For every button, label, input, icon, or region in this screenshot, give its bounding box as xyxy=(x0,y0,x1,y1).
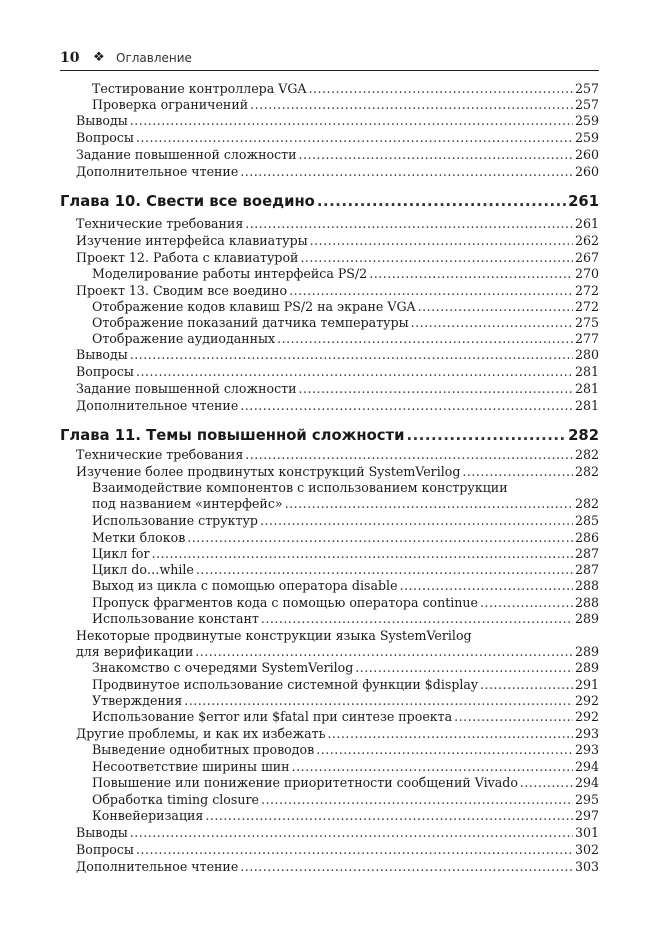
toc-entry-title: Обработка timing closure xyxy=(92,792,259,807)
toc-entry-page: 289 xyxy=(574,660,599,675)
toc-entry-title: Отображение аудиоданных xyxy=(92,331,276,346)
toc-entry[interactable] xyxy=(92,660,599,675)
toc-entry-page: 277 xyxy=(574,331,599,346)
toc-entry-page: 301 xyxy=(574,825,599,840)
toc-entry-title: Утверждения xyxy=(92,693,183,708)
toc-entry[interactable] xyxy=(92,299,599,314)
toc-chapter-page: 261 xyxy=(568,193,599,210)
toc-entry-title: Проект 12. Работа с клавиатурой xyxy=(76,250,299,265)
toc-entry-page: 259 xyxy=(574,113,599,128)
toc-entry[interactable] xyxy=(92,513,599,528)
toc-entry-page: 281 xyxy=(574,364,599,379)
toc-entry[interactable] xyxy=(76,164,599,179)
toc-entry[interactable] xyxy=(76,147,599,162)
toc-entry-title: Выведение однобитных проводов xyxy=(92,742,315,757)
toc-entry-page: 272 xyxy=(574,283,599,298)
toc-entry-page: 286 xyxy=(574,530,599,545)
toc-entry-page: 289 xyxy=(574,644,599,659)
toc-entry-page: 292 xyxy=(574,709,599,724)
toc-entry[interactable] xyxy=(76,398,599,413)
toc-entry-title: Отображение показаний датчика температуры xyxy=(92,315,409,330)
toc-chapter-page: 282 xyxy=(568,427,599,444)
toc-entry-title: Изучение более продвинутых конструкций SystemVerilog xyxy=(76,464,461,479)
toc-entry-page: 259 xyxy=(574,130,599,145)
toc-entry-page: 282 xyxy=(574,447,599,462)
toc-entry-title: Знакомство с очередями SystemVerilog xyxy=(92,660,354,675)
toc-entry-title: Дополнительное чтение xyxy=(76,398,239,413)
toc-entry[interactable] xyxy=(92,530,599,545)
toc-entry-page: 293 xyxy=(574,742,599,757)
toc-entry[interactable] xyxy=(92,595,599,610)
toc-entry-title: Использование структур xyxy=(92,513,258,528)
toc-chapter-10[interactable] xyxy=(60,193,599,211)
toc-chapter-title: Глава 10. Свести все воедино xyxy=(60,193,315,210)
toc-entry[interactable] xyxy=(92,759,599,774)
toc-entry-page: 282 xyxy=(574,464,599,479)
toc-entry[interactable] xyxy=(92,331,599,346)
toc-entry-title: Конвейеризация xyxy=(92,808,204,823)
page-number: 10 xyxy=(60,50,80,66)
toc-entry[interactable] xyxy=(92,742,599,757)
toc-entry[interactable] xyxy=(92,315,599,330)
toc-chapter-title: Глава 11. Темы повышенной сложности xyxy=(60,427,405,444)
toc-entry[interactable] xyxy=(92,775,599,790)
toc-entry[interactable] xyxy=(76,644,599,659)
toc-entry-title: Выход из цикла с помощью оператора disable xyxy=(92,578,398,593)
toc-entry-title: Цикл for xyxy=(92,546,150,561)
toc-entry-page: 275 xyxy=(574,315,599,330)
toc-entry-page: 260 xyxy=(574,164,599,179)
toc-entry-page: 294 xyxy=(574,775,599,790)
toc-entry-page: 291 xyxy=(574,677,599,692)
toc-entry[interactable] xyxy=(92,709,599,724)
toc-entry-title: Моделирование работы интерфейса PS/2 xyxy=(92,266,368,281)
toc-entry-title: Задание повышенной сложности xyxy=(76,147,297,162)
toc-entry-title: Пропуск фрагментов кода с помощью оператора continue xyxy=(92,595,478,610)
toc-entry-title: Отображение кодов клавиш PS/2 на экране VGA xyxy=(92,299,416,314)
toc-entry[interactable] xyxy=(76,464,599,479)
toc-entry-page: 288 xyxy=(574,595,599,610)
toc-entry-title: Изучение интерфейса клавиатуры xyxy=(76,233,308,248)
toc-entry-title: Технические требования xyxy=(76,216,244,231)
toc-entry-first-line[interactable]: Некоторые продвинутые конструкции языка SystemVerilog xyxy=(76,628,472,643)
toc-entry[interactable] xyxy=(92,266,599,281)
toc-entry-page: 282 xyxy=(574,496,599,511)
header-rule xyxy=(60,70,599,71)
toc-entry-title: Тестирование контроллера VGA xyxy=(92,81,307,96)
toc-entry-title: Несоответствие ширины шин xyxy=(92,759,290,774)
toc-entry-page: 292 xyxy=(574,693,599,708)
toc-entry-title: Метки блоков xyxy=(92,530,186,545)
toc-entry[interactable] xyxy=(92,611,599,626)
toc-entry-title: Технические требования xyxy=(76,447,244,462)
toc-entry[interactable] xyxy=(76,447,599,462)
toc-entry-title: Повышение или понижение приоритетности сообщений Vivado xyxy=(92,775,518,790)
page-header xyxy=(60,50,599,68)
toc-entry-title: Использование констант xyxy=(92,611,259,626)
toc-entry[interactable] xyxy=(76,347,599,362)
toc-entry-title: Вопросы xyxy=(76,130,134,145)
toc-entry[interactable] xyxy=(76,113,599,128)
toc-entry-title: Дополнительное чтение xyxy=(76,164,239,179)
toc-entry-page: 293 xyxy=(574,726,599,741)
toc-entry-title: Задание повышенной сложности xyxy=(76,381,297,396)
toc-entry-page: 280 xyxy=(574,347,599,362)
toc-chapter-11[interactable] xyxy=(60,427,599,445)
toc-entry-page: 257 xyxy=(574,81,599,96)
toc-entry-page: 285 xyxy=(574,513,599,528)
toc-entry-title: Другие проблемы, и как их избежать xyxy=(76,726,326,741)
toc-entry-title: Выводы xyxy=(76,825,128,840)
toc-entry-title: Продвинутое использование системной функции $display xyxy=(92,677,479,692)
toc-entry-page: 303 xyxy=(574,859,599,874)
toc-entry[interactable] xyxy=(92,562,599,577)
toc-entry-title: Дополнительное чтение xyxy=(76,859,239,874)
ornament-icon: ❖ xyxy=(93,50,105,65)
toc-entry-page: 287 xyxy=(574,546,599,561)
toc-entry[interactable] xyxy=(92,693,599,708)
toc-entry[interactable] xyxy=(76,381,599,396)
toc-entry[interactable] xyxy=(76,250,599,265)
running-header-title: Оглавление xyxy=(116,51,192,65)
toc-entry[interactable] xyxy=(92,808,599,823)
toc-entry-page: 289 xyxy=(574,611,599,626)
toc-entry[interactable] xyxy=(76,726,599,741)
toc-entry-page: 287 xyxy=(574,562,599,577)
toc-entry[interactable] xyxy=(76,364,599,379)
toc-entry-page: 262 xyxy=(574,233,599,248)
toc-entry[interactable] xyxy=(76,859,599,874)
toc-entry-page: 267 xyxy=(574,250,599,265)
toc-entry[interactable] xyxy=(76,842,599,857)
toc-entry-title: Вопросы xyxy=(76,842,134,857)
toc-entry-title: Выводы xyxy=(76,113,128,128)
toc-entry-page: 260 xyxy=(574,147,599,162)
toc-entry[interactable] xyxy=(92,97,599,112)
toc-entry[interactable] xyxy=(92,81,599,96)
toc-entry-page: 295 xyxy=(574,792,599,807)
toc-entry[interactable] xyxy=(92,792,599,807)
toc-entry-title: Выводы xyxy=(76,347,128,362)
toc-entry[interactable] xyxy=(76,825,599,840)
toc-entry[interactable] xyxy=(92,496,599,511)
toc-entry[interactable] xyxy=(76,283,599,298)
toc-entry-first-line[interactable]: Взаимодействие компонентов с использованием конструкции xyxy=(92,480,508,495)
toc-entry-title: Вопросы xyxy=(76,364,134,379)
toc-entry[interactable] xyxy=(92,578,599,593)
toc-entry-title: под названием «интерфейс» xyxy=(92,496,283,511)
toc-entry[interactable] xyxy=(76,216,599,231)
toc-entry-title: Цикл do…while xyxy=(92,562,194,577)
toc-entry-page: 261 xyxy=(574,216,599,231)
toc-entry-page: 281 xyxy=(574,398,599,413)
toc-entry-page: 270 xyxy=(574,266,599,281)
toc-entry-page: 302 xyxy=(574,842,599,857)
toc-entry-page: 281 xyxy=(574,381,599,396)
toc-entry-title: Проверка ограничений xyxy=(92,97,249,112)
toc-entry[interactable] xyxy=(76,130,599,145)
toc-entry-title: для верификации xyxy=(76,644,194,659)
toc-entry-page: 288 xyxy=(574,578,599,593)
toc-entry-title: Проект 13. Сводим все воедино xyxy=(76,283,288,298)
toc-entry[interactable] xyxy=(76,233,599,248)
toc-entry[interactable] xyxy=(92,677,599,692)
toc-entry-page: 297 xyxy=(574,808,599,823)
toc-entry-title: Использование $error или $fatal при синтезе проекта xyxy=(92,709,453,724)
toc-entry-page: 272 xyxy=(574,299,599,314)
toc-entry-page: 257 xyxy=(574,97,599,112)
toc-entry[interactable] xyxy=(92,546,599,561)
toc-entry-page: 294 xyxy=(574,759,599,774)
